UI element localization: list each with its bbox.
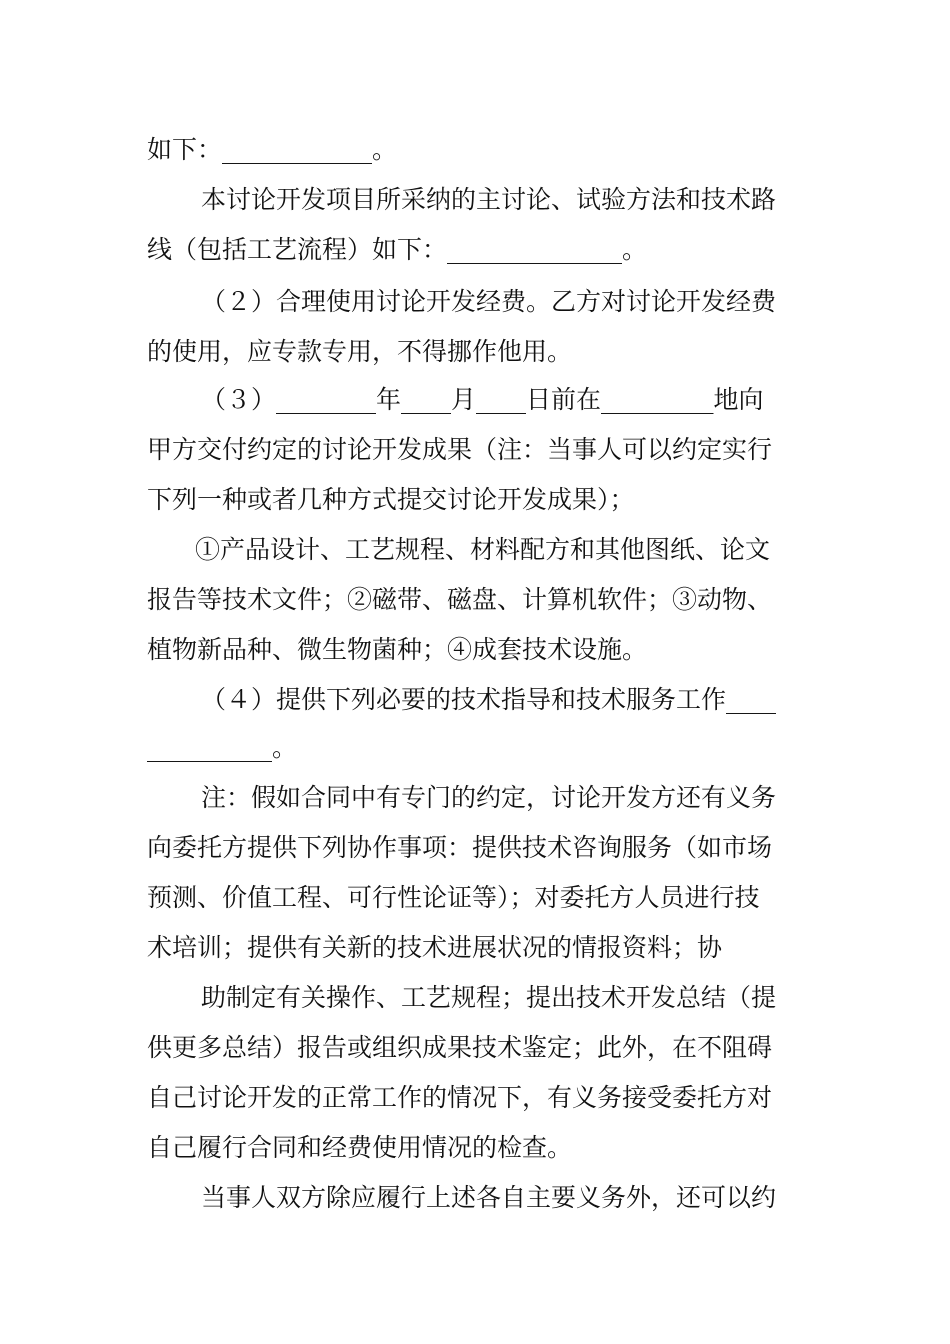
text-line: 植物新品种、微生物菌种；④成套技术设施。 <box>147 635 648 664</box>
text-line: 供更多总结）报告或组织成果技术鉴定；此外，在不阻碍 <box>147 1033 773 1062</box>
text-line: 本讨论开发项目所采纳的主讨论、试验方法和技术路 <box>201 185 777 214</box>
text-line: 自己履行合同和经费使用情况的检查。 <box>147 1133 573 1162</box>
text-line: __________。 <box>147 733 298 762</box>
text-line: （４）提供下列必要的技术指导和技术服务工作____ <box>201 685 777 714</box>
text-line: 预测、价值工程、可行性论证等）；对委托方人员进行技 <box>147 883 760 912</box>
text-line: 向委托方提供下列协作事项：提供技术咨询服务（如市场 <box>147 833 773 862</box>
text-line: 下列一种或者几种方式提交讨论开发成果）； <box>147 485 635 514</box>
text-line: （２）合理使用讨论开发经费。乙方对讨论开发经费 <box>201 287 777 316</box>
text-line: 术培训；提供有关新的技术进展状况的情报资料；协 <box>147 933 723 962</box>
text-line: 报告等技术文件；②磁带、磁盘、计算机软件；③动物、 <box>147 585 773 614</box>
text-line: 线（包括工艺流程）如下：______________。 <box>147 235 648 264</box>
text-line: 注：假如合同中有专门的约定，讨论开发方还有义务 <box>201 783 777 812</box>
text-line: 自己讨论开发的正常工作的情况下，有义务接受委托方对 <box>147 1083 773 1112</box>
text-line: 甲方交付约定的讨论开发成果（注：当事人可以约定实行 <box>147 435 773 464</box>
text-line: 助制定有关操作、工艺规程；提出技术开发总结（提 <box>201 983 777 1012</box>
text-line: 如下：____________。 <box>147 135 398 164</box>
text-line: 的使用，应专款专用，不得挪作他用。 <box>147 337 573 366</box>
text-line: （３）________年____月____日前在_________地向 <box>201 385 764 414</box>
text-line: ①产品设计、工艺规程、材料配方和其他图纸、论文 <box>195 535 771 564</box>
text-line: 当事人双方除应履行上述各自主要义务外，还可以约 <box>201 1183 777 1212</box>
